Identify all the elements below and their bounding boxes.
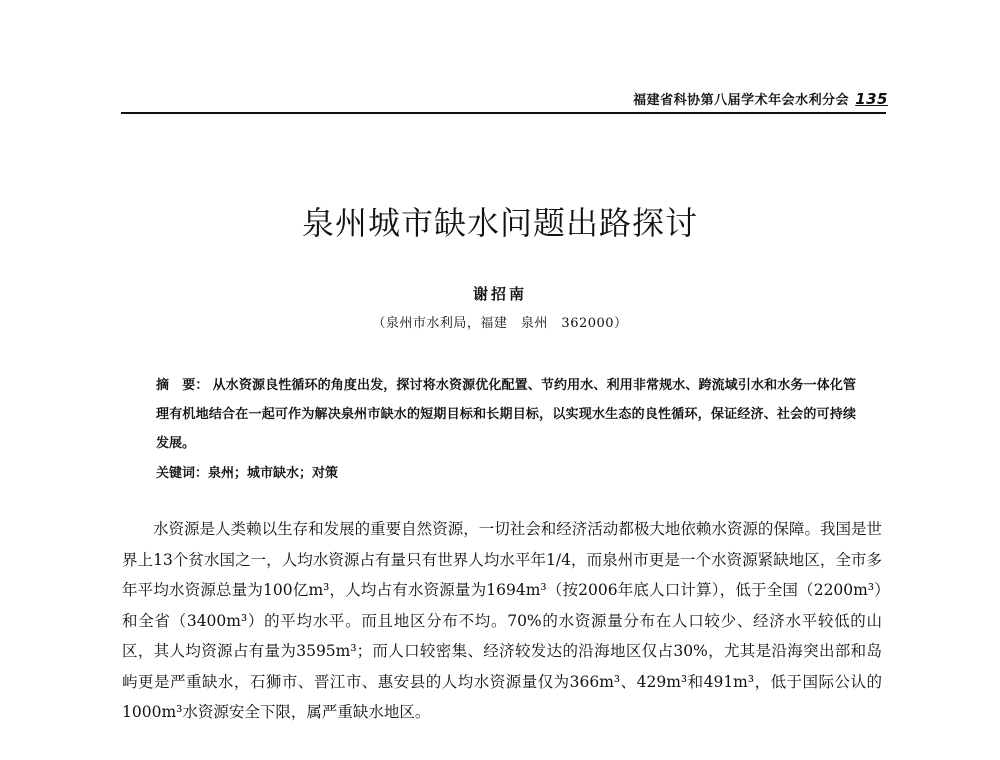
author-name: 谢招南 bbox=[472, 285, 527, 303]
page-number: 135 bbox=[855, 90, 888, 108]
author-affiliation: （泉州市水利局，福建 泉州 362000） bbox=[372, 316, 628, 331]
abstract bbox=[156, 371, 856, 458]
running-head bbox=[633, 89, 888, 108]
keywords-text: 泉州；城市缺水；对策 bbox=[208, 466, 339, 481]
body-text bbox=[122, 514, 882, 728]
abstract-text: 从水资源良性循环的角度出发，探讨将水资源优化配置、节约用水、利用非常规水、跨流域引水和水务一体化管理有机地结合在一起可作为解决泉州市缺水的短期目标和长期目标，以实现水生态的良性循环，保证经济、社会的可持续发展。 bbox=[156, 378, 856, 451]
header-rule bbox=[121, 112, 886, 114]
paper-title: 泉州城市缺水问题出路探讨 bbox=[301, 204, 698, 242]
abstract-label: 摘 要： bbox=[156, 378, 209, 393]
running-head-text: 福建省科协第八届学术年会水利分会 bbox=[633, 93, 850, 108]
keywords bbox=[156, 459, 338, 488]
body-paragraph: 水资源是人类赖以生存和发展的重要自然资源，一切社会和经济活动都极大地依赖水资源的保障。我国是世界上13个贫水国之一，人均水资源占有量只有世界人均水平年1/4，而泉州市更是一个水资源紧缺地区，全市多年平均水资源总量为100亿m³，人均占有水资源量为1694m³（按2006年底人口计算），低于全国（2200m³）和全省（3400m³）的平均水平。而且地区分布不均。70%的水资源量分布在人口较少、经济水平较低的山区，其人均资源占有量为3595m³；而人口较密集、经济较发达的沿海地区仅占30%，尤其是沿海突出部和岛屿更是严重缺水，石狮市、晋江市、惠安县的人均水资源量仅为366m³、429m³和491m³，低于国际公认的1000m³水资源安全下限，属严重缺水地区。 bbox=[122, 520, 882, 721]
abstract-paragraph bbox=[156, 371, 856, 458]
keywords-label: 关键词： bbox=[156, 466, 209, 481]
